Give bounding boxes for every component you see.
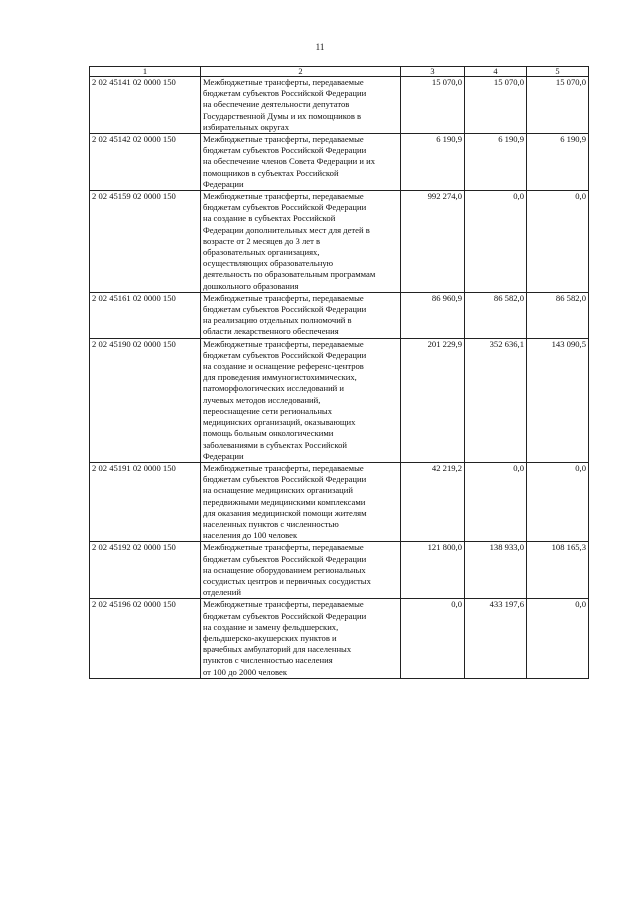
value-col5: 108 165,3 [527, 542, 589, 599]
budget-code: 2 02 45196 02 0000 150 [90, 599, 201, 678]
value-col5: 0,0 [527, 191, 589, 293]
value-col4: 86 582,0 [465, 292, 527, 338]
value-col5: 143 090,5 [527, 338, 589, 462]
value-col3: 0,0 [401, 599, 465, 678]
value-col5: 15 070,0 [527, 77, 589, 134]
header-cell-5: 5 [527, 67, 589, 77]
table-row [90, 338, 589, 462]
value-col5: 0,0 [527, 599, 589, 678]
value-col4: 6 190,9 [465, 134, 527, 191]
value-col3: 15 070,0 [401, 77, 465, 134]
table-row [90, 191, 589, 293]
description: Межбюджетные трансферты, передаваемые бюджетам субъектов Российской Федерации на оснащение оборудованием региональных сосудистых центров и первичных сосудистых отделений [201, 542, 401, 599]
value-col5: 86 582,0 [527, 292, 589, 338]
header-cell-1: 1 [90, 67, 201, 77]
page-number: 11 [315, 42, 325, 52]
budget-code: 2 02 45159 02 0000 150 [90, 191, 201, 293]
header-cell-4: 4 [465, 67, 527, 77]
budget-table [89, 66, 589, 679]
header-cell-3: 3 [401, 67, 465, 77]
value-col3: 121 800,0 [401, 542, 465, 599]
value-col3: 42 219,2 [401, 462, 465, 541]
description: Межбюджетные трансферты, передаваемые бюджетам субъектов Российской Федерации на создание и оснащение референс-центров для проведения иммуногистохимических, патоморфологических исследований и лучевых методов исследований, переоснащение сети региональных медицинских организаций, оказывающих помощь больным онкологическими заболеваниями в субъектах Российской Федерации [201, 338, 401, 462]
table-row [90, 134, 589, 191]
value-col4: 352 636,1 [465, 338, 527, 462]
value-col5: 0,0 [527, 462, 589, 541]
table-row [90, 542, 589, 599]
table-row [90, 599, 589, 678]
budget-code: 2 02 45141 02 0000 150 [90, 77, 201, 134]
description: Межбюджетные трансферты, передаваемые бюджетам субъектов Российской Федерации на оснащение медицинских организаций передвижными медицинскими комплексами для оказания медицинской помощи жителям населенных пунктов с численностью населения до 100 человек [201, 462, 401, 541]
description: Межбюджетные трансферты, передаваемые бюджетам субъектов Российской Федерации на обеспечение членов Совета Федерации и их помощников в субъектах Российской Федерации [201, 134, 401, 191]
table-row [90, 462, 589, 541]
value-col3: 6 190,9 [401, 134, 465, 191]
description: Межбюджетные трансферты, передаваемые бюджетам субъектов Российской Федерации на создание в субъектах Российской Федерации дополнительных мест для детей в возрасте от 2 месяцев до 3 лет в образовательных организациях, осуществляющих образовательную деятельность по образовательным программам дошкольного образования [201, 191, 401, 293]
budget-code: 2 02 45192 02 0000 150 [90, 542, 201, 599]
value-col4: 15 070,0 [465, 77, 527, 134]
value-col4: 138 933,0 [465, 542, 527, 599]
budget-code: 2 02 45161 02 0000 150 [90, 292, 201, 338]
value-col5: 6 190,9 [527, 134, 589, 191]
value-col4: 0,0 [465, 462, 527, 541]
table-row [90, 77, 589, 134]
budget-code: 2 02 45142 02 0000 150 [90, 134, 201, 191]
header-row [90, 67, 589, 77]
value-col3: 86 960,9 [401, 292, 465, 338]
header-cell-2: 2 [201, 67, 401, 77]
budget-code: 2 02 45190 02 0000 150 [90, 338, 201, 462]
value-col3: 201 229,9 [401, 338, 465, 462]
value-col4: 0,0 [465, 191, 527, 293]
description: Межбюджетные трансферты, передаваемые бюджетам субъектов Российской Федерации на обеспечение деятельности депутатов Государственной Думы и их помощников в избирательных округах [201, 77, 401, 134]
description: Межбюджетные трансферты, передаваемые бюджетам субъектов Российской Федерации на реализацию отдельных полномочий в области лекарственного обеспечения [201, 292, 401, 338]
table-row [90, 292, 589, 338]
description: Межбюджетные трансферты, передаваемые бюджетам субъектов Российской Федерации на создание и замену фельдшерских, фельдшерско-акушерских пунктов и врачебных амбулаторий для населенных пунктов с численностью населения от 100 до 2000 человек [201, 599, 401, 678]
value-col3: 992 274,0 [401, 191, 465, 293]
budget-code: 2 02 45191 02 0000 150 [90, 462, 201, 541]
value-col4: 433 197,6 [465, 599, 527, 678]
